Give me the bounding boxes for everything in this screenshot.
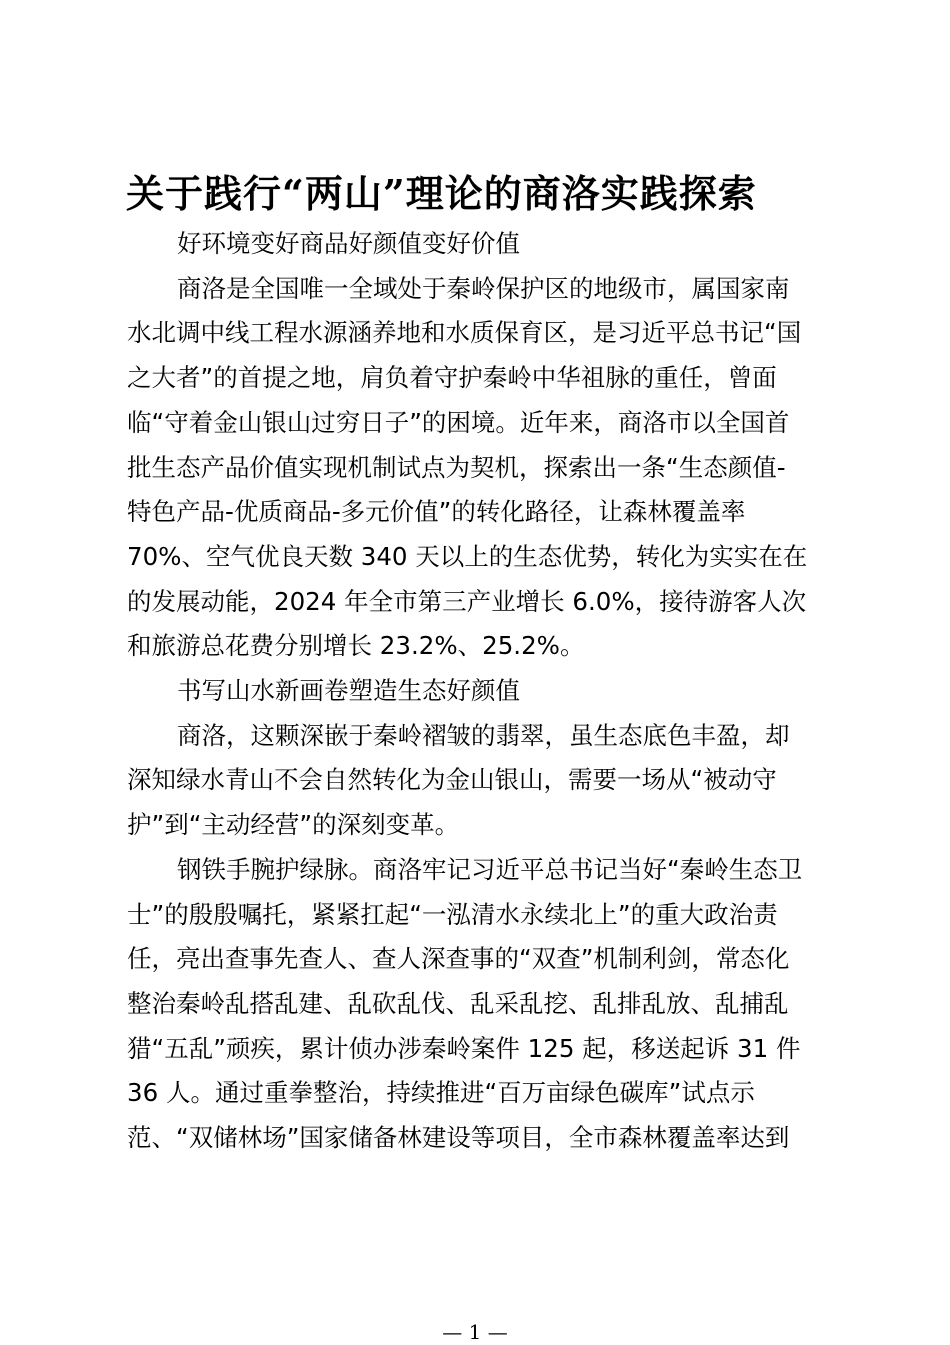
text-line: 批生态产品价值实现机制试点为契机，探索出一条“生态颜值-: [127, 452, 786, 482]
text-line: 任，亮出查事先查人、查人深查事的“双查”机制利剑，常态化: [127, 944, 790, 974]
document-title: 关于践行“两山”理论的商洛实践探索: [126, 171, 757, 216]
section-heading: [127, 669, 832, 714]
text-line: 水北调中线工程水源涵养地和水质保育区，是习近平总书记“国: [127, 318, 802, 348]
text-line: 好环境变好商品好颜值变好价值: [177, 229, 520, 258]
text-line: 商洛是全国唯一全域处于秦岭保护区的地级市，属国家南: [177, 273, 790, 303]
text-line: 36 人。通过重拳整治，持续推进“百万亩绿色碳库”试点示: [127, 1078, 755, 1108]
text-line: 整治秦岭乱搭乱建、乱砍乱伐、乱采乱挖、乱排乱放、乱捕乱: [127, 988, 789, 1018]
text-line: 之大者”的首提之地，肩负着守护秦岭中华祖脉的重任，曾面: [127, 363, 777, 393]
text-line: 的发展动能，2024 年全市第三产业增长 6.0%，接待游客人次: [127, 586, 807, 616]
text-line: 猎“五乱”顽疾，累计侦办涉秦岭案件 125 起，移送起诉 31 件: [127, 1033, 801, 1063]
text-line: 70%、空气优良天数 340 天以上的生态优势，转化为实实在在: [127, 541, 808, 571]
text-line: 深知绿水青山不会自然转化为金山银山，需要一场从“被动守: [127, 765, 777, 795]
paragraph: [127, 714, 832, 848]
text-line: 护”到“主动经营”的深刻变革。: [127, 810, 460, 840]
text-line: 商洛，这颗深嵌于秦岭褶皱的翡翠，虽生态底色丰盈，却: [177, 720, 790, 750]
document-body: [127, 222, 832, 1161]
text-line: 临“守着金山银山过穷日子”的困境。近年来，商洛市以全国首: [127, 407, 790, 437]
text-line: 书写山水新画卷塑造生态好颜值: [177, 676, 520, 706]
text-line: 钢铁手腕护绿脉。商洛牢记习近平总书记当好“秦岭生态卫: [177, 854, 803, 884]
text-line: 和旅游总花费分别增长 23.2%、25.2%。: [127, 631, 585, 661]
text-line: 特色产品-优质商品-多元价值”的转化路径，让森林覆盖率: [127, 497, 746, 527]
paragraph: [127, 267, 832, 669]
text-line: 范、“双储林场”国家储备林建设等项目，全市森林覆盖率达到: [127, 1123, 790, 1153]
page-number: — 1 —: [442, 1320, 508, 1344]
paragraph: [127, 848, 832, 1161]
text-line: 士”的殷殷嘱托，紧紧扛起“一泓清水永续北上”的重大政治责: [127, 899, 778, 929]
section-heading: [127, 222, 832, 267]
